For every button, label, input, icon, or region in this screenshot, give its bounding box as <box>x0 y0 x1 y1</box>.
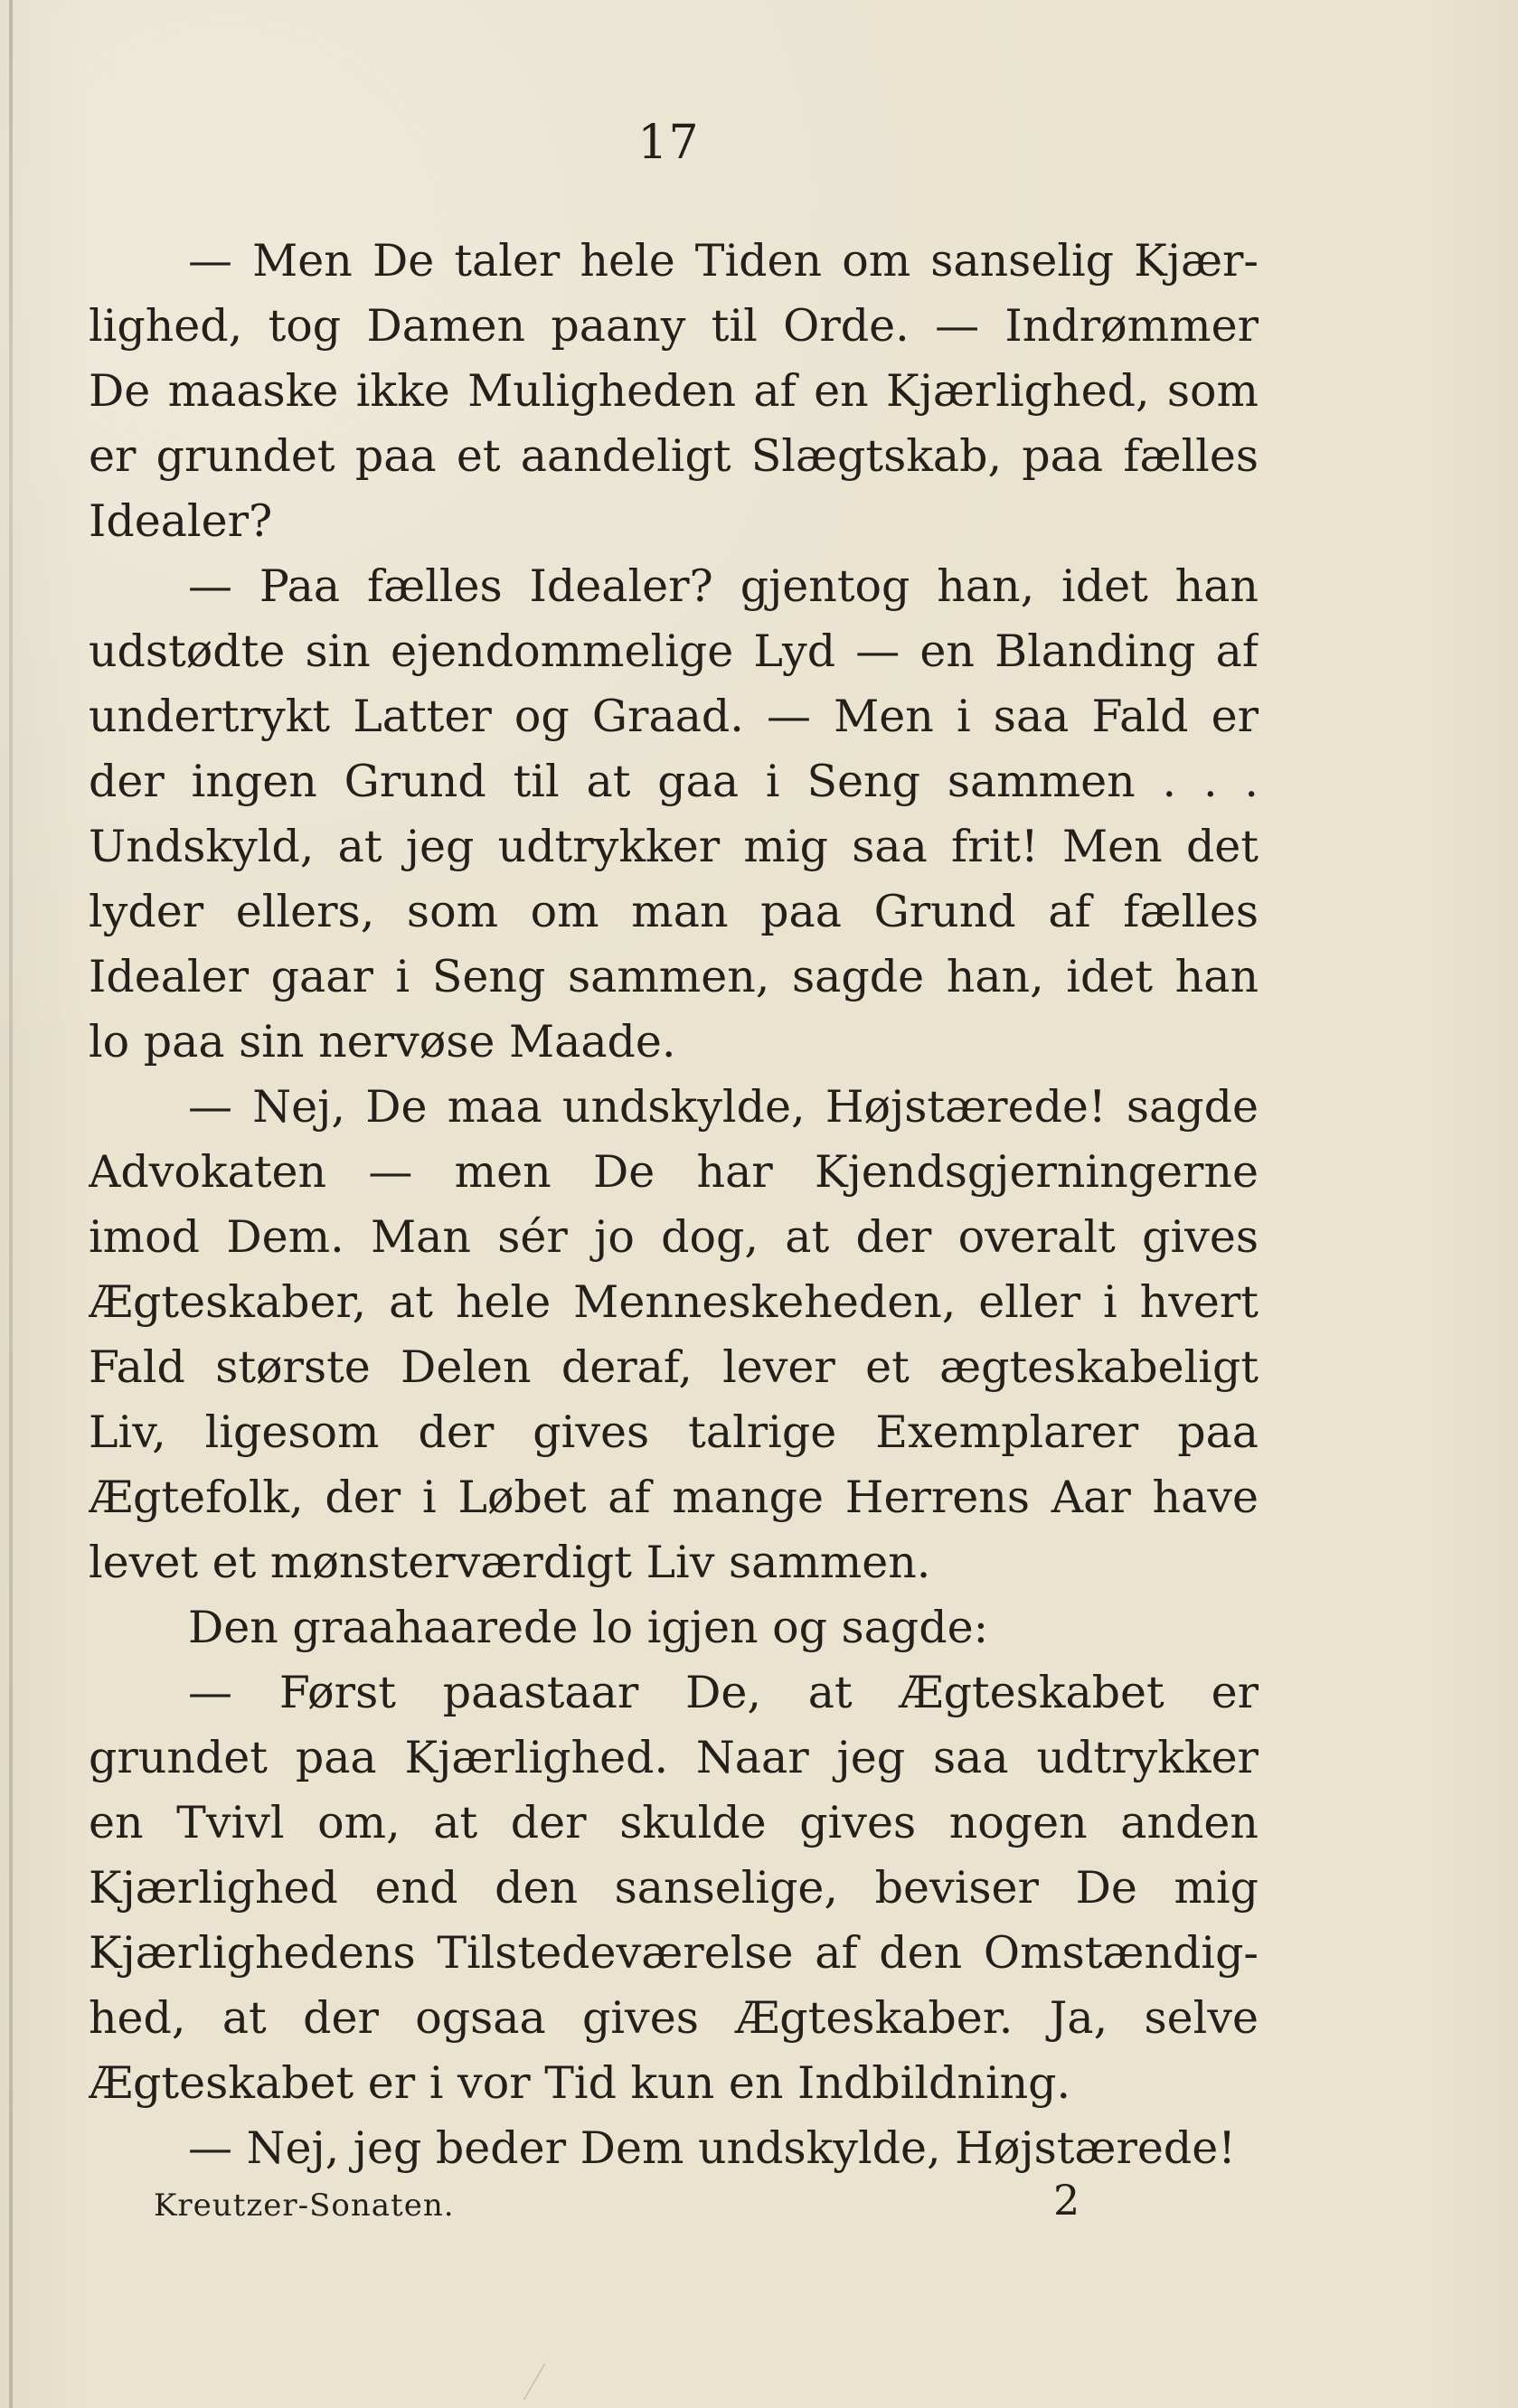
text-line: Liv, ligesom der gives talrige Exemplarer paa <box>89 1406 1259 1458</box>
text-line: Kjærlighed end den sanselige, beviser De mig <box>89 1862 1259 1914</box>
text-line: lyder ellers, som om man paa Grund af fælles <box>89 886 1259 937</box>
text-line: levet et mønsterværdigt Liv sammen. <box>89 1537 931 1588</box>
text-line: lighed, tog Damen paany til Orde. — Indrømmer <box>89 300 1259 352</box>
text-line: Idealer gaar i Seng sammen, sagde han, idet han <box>89 951 1259 1002</box>
text-line: Advokaten — men De har Kjendsgjerningerne <box>89 1146 1259 1198</box>
text-line: undertrykt Latter og Graad. — Men i saa Fald er <box>89 691 1259 742</box>
text-line: — Nej, jeg beder Dem undskylde, Højstærede! <box>188 2122 1236 2174</box>
text-line: der ingen Grund til at gaa i Seng sammen . . . <box>89 756 1259 807</box>
text-line: — Men De taler hele Tiden om sanselig Kjær- <box>188 235 1259 287</box>
text-line: Ægtefolk, der i Løbet af mange Herrens Aar have <box>89 1472 1259 1523</box>
text-line: De maaske ikke Muligheden af en Kjærlighed, som <box>89 365 1259 417</box>
text-line: en Tvivl om, at der skulde gives nogen anden <box>89 1797 1259 1848</box>
text-line: Undskyld, at jeg udtrykker mig saa frit! Men det <box>89 821 1259 872</box>
text-line: hed, at der ogsaa gives Ægteskaber. Ja, selve <box>89 1992 1259 2044</box>
text-line: udstødte sin ejendommelige Lyd — en Blanding af <box>89 626 1259 677</box>
text-line: — Paa fælles Idealer? gjentog han, idet han <box>188 560 1259 612</box>
body-text <box>89 229 1259 2181</box>
page-number: 17 <box>637 116 700 170</box>
page-binding-edge <box>9 0 13 2408</box>
footer-title: Kreutzer-Sonaten. <box>154 2187 455 2224</box>
text-line: er grundet paa et aandeligt Slægtskab, paa fælles <box>89 430 1259 482</box>
signature-mark: 2 <box>1053 2176 1080 2225</box>
text-line: Den graahaarede lo igjen og sagde: <box>188 1602 989 1653</box>
text-line: — Først paastaar De, at Ægteskabet er <box>188 1667 1259 1718</box>
text-line: Ægteskabet er i vor Tid kun en Indbildning. <box>89 2057 1071 2109</box>
text-line: Kjærlighedens Tilstedeværelse af den Omstændig- <box>89 1927 1259 1979</box>
text-line: Ægteskaber, at hele Menneskeheden, eller i hvert <box>89 1276 1259 1328</box>
text-line: Idealer? <box>89 495 273 547</box>
text-line: imod Dem. Man sér jo dog, at der overalt gives <box>89 1211 1259 1263</box>
text-line: Fald største Delen deraf, lever et ægteskabeligt <box>89 1341 1259 1393</box>
text-line: lo paa sin nervøse Maade. <box>89 1016 676 1068</box>
page-scratch-mark <box>523 2364 599 2400</box>
text-line: grundet paa Kjærlighed. Naar jeg saa udtrykker <box>89 1732 1259 1783</box>
text-line: — Nej, De maa undskylde, Højstærede! sagde <box>188 1081 1259 1133</box>
